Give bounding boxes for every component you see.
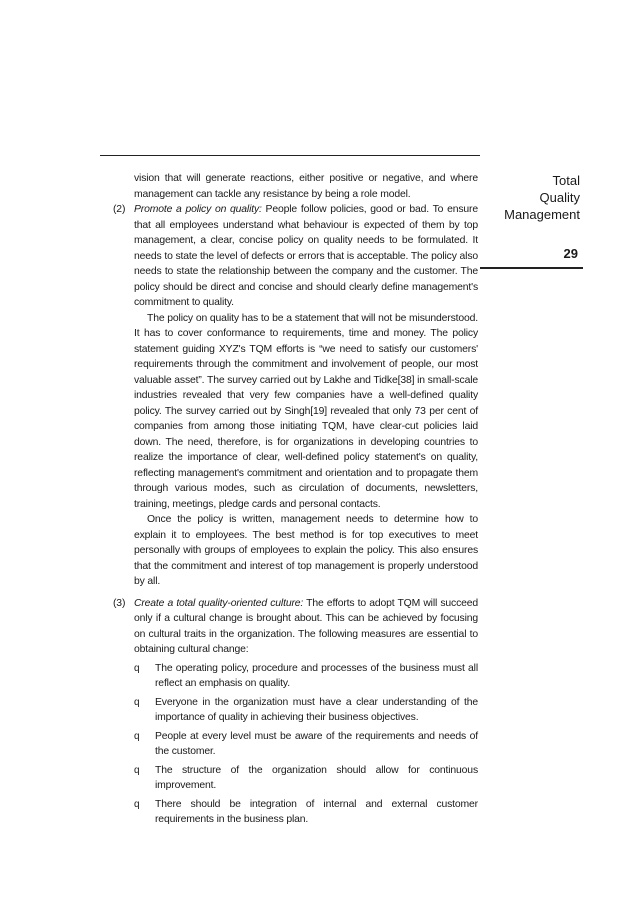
header-rule bbox=[100, 155, 480, 156]
intro-paragraph: vision that will generate reactions, either positive or negative, and where management can tackle any resistance by being a role model. bbox=[134, 173, 478, 200]
list-item bbox=[134, 797, 478, 828]
list-item-3 bbox=[113, 596, 478, 831]
item-body bbox=[134, 202, 478, 590]
list-item bbox=[134, 763, 478, 794]
list-item bbox=[134, 695, 478, 726]
item-lead: Promote a policy on quality: bbox=[134, 204, 262, 215]
paragraph bbox=[134, 596, 478, 658]
list-item bbox=[134, 729, 478, 760]
item-text: The efforts to adopt TQM will succeed only if a cultural change is brought about. This can be achieved by focusing on cultural traits in the organization. The following measures are essential to obtaining cultural change: bbox=[134, 597, 478, 655]
bullet-icon: q bbox=[134, 764, 140, 776]
paragraph: Once the policy is written, management needs to determine how to explain it to employees. The best method is for top executives to meet personally with groups of employees to explain the policy. This also ensures that the commitment and interest of top management is properly understood by all. bbox=[134, 514, 478, 587]
list-item-2 bbox=[113, 202, 478, 590]
bullet-icon: q bbox=[134, 798, 140, 810]
item-text: People follow policies, good or bad. To ensure that all employees understand what behaviour is expected of them by top management, a clear, concise policy on quality needs to be formulated. It needs to state the level of defects or errors that is acceptable. The policy also needs to state the relationship between the company and the customer. The policy should be direct and concise and should clearly define management's commitment to quality. bbox=[134, 204, 478, 308]
item-number: (3) bbox=[113, 597, 126, 609]
item-body bbox=[134, 596, 478, 831]
item-number: (2) bbox=[113, 204, 126, 215]
bullet-icon: q bbox=[134, 730, 140, 742]
sidebar-rule bbox=[480, 267, 583, 269]
bullet-list bbox=[134, 661, 478, 828]
chapter-title-line: Management bbox=[504, 207, 580, 222]
paragraph: The policy on quality has to be a statement that will not be misunderstood. It has to cover conformance to requirements, time and money. The policy statement guiding XYZ's TQM efforts is “we need to satisfy our customers' requirements through the commitment and involvement of people, our most valuable asset”. The survey carried out by Lakhe and Tidke[38] in small-scale industries revealed that very few companies have a well-defined quality policy. The survey carried out by Singh[19] revealed that only 73 per cent of companies from among those initiating TQM, have clear-cut policies laid down. The need, therefore, is for organizations in developing countries to realize the importance of clear, well-defined policy statement's on quality, reflecting management's commitment and orientation and to propagate them through various modes, such as circulation of documents, newsletters, training, meetings, pledge cards and personal contacts. bbox=[134, 312, 478, 510]
bullet-text: There should be integration of internal and external customer requirements in the business plan. bbox=[155, 798, 478, 825]
bullet-text: The operating policy, procedure and processes of the business must all reflect an emphasis on quality. bbox=[155, 662, 478, 689]
paragraph bbox=[134, 202, 478, 311]
bullet-icon: q bbox=[134, 662, 140, 674]
main-text bbox=[113, 171, 478, 831]
page-number: 29 bbox=[563, 246, 578, 261]
chapter-title-line: Quality bbox=[539, 190, 580, 205]
chapter-title bbox=[504, 172, 580, 223]
bullet-icon: q bbox=[134, 696, 140, 708]
item-lead: Create a total quality-oriented culture: bbox=[134, 597, 304, 609]
list-item bbox=[134, 661, 478, 692]
bullet-text: Everyone in the organization must have a clear understanding of the importance of quality in achieving their business objectives. bbox=[155, 696, 478, 723]
chapter-title-line: Total bbox=[552, 173, 580, 188]
bullet-text: People at every level must be aware of the requirements and needs of the customer. bbox=[155, 730, 478, 757]
bullet-text: The structure of the organization should allow for continuous improvement. bbox=[155, 764, 478, 791]
